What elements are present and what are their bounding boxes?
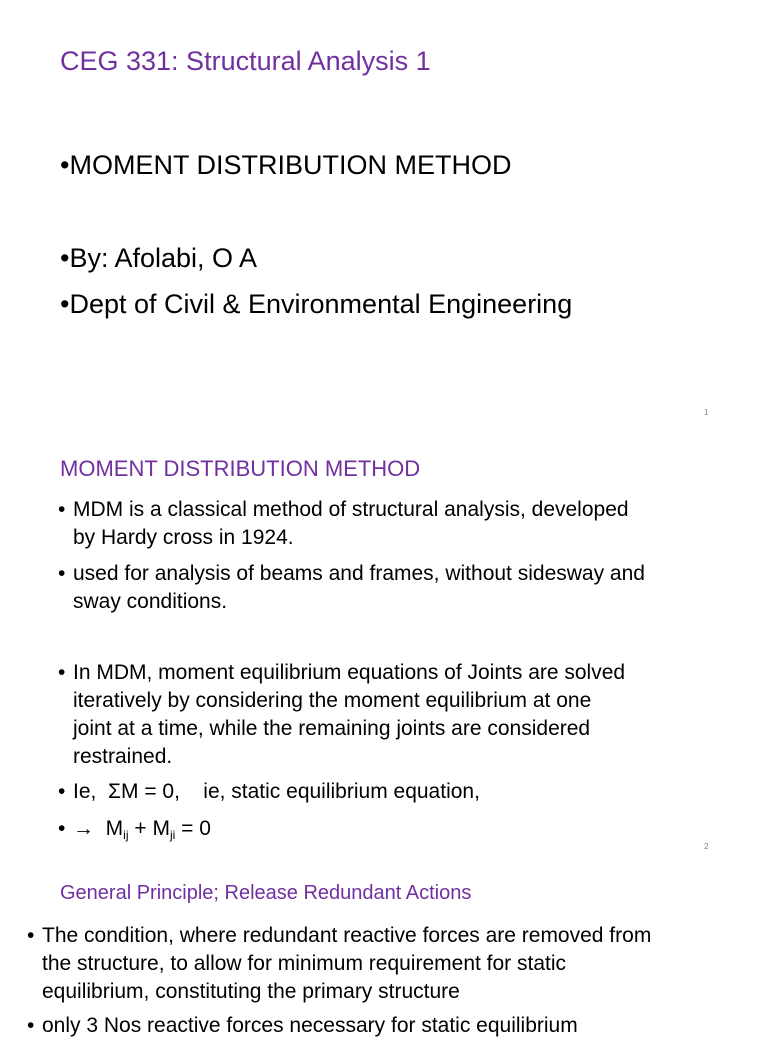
bullet-icon: • (58, 562, 66, 585)
bullet-icon: • (27, 924, 35, 947)
author-text: By: Afolabi, O A (69, 243, 258, 273)
bullet-icon: • (60, 243, 70, 273)
title-bullet-author (60, 243, 257, 274)
bullet-item (27, 922, 747, 1006)
bullet-line: Ie, ΣM = 0, ie, static equilibrium equation, (73, 780, 480, 803)
page-number: 1 (704, 408, 709, 417)
slide-title: General Principle; Release Redundant Actions (60, 882, 472, 904)
bullet-icon: • (58, 498, 66, 521)
bullet-line: iteratively by considering the moment equilibrium at one (73, 689, 592, 712)
bullet-icon: • (58, 780, 66, 803)
bullet-line: used for analysis of beams and frames, without sidesway and (73, 562, 645, 585)
page-number: 2 (704, 842, 709, 851)
bullet-item (58, 659, 738, 771)
bullet-line: joint at a time, while the remaining joints are considered (73, 717, 591, 740)
bullet-line: The condition, where redundant reactive forces are removed from (42, 924, 652, 947)
slide-title: MOMENT DISTRIBUTION METHOD (60, 456, 421, 481)
bullet-line: the structure, to allow for minimum requirement for static (42, 952, 567, 975)
bullet-line: In MDM, moment equilibrium equations of Joints are solved (73, 661, 626, 684)
bullet-item (58, 560, 738, 616)
bullet-line: restrained. (73, 745, 173, 768)
bullet-icon: • (27, 1014, 35, 1037)
bullet-icon: • (58, 817, 66, 840)
bullet-icon: • (60, 289, 70, 319)
bullet-line: sway conditions. (73, 590, 228, 613)
course-title: CEG 331: Structural Analysis 1 (60, 46, 431, 76)
topic-text: MOMENT DISTRIBUTION METHOD (69, 150, 512, 180)
equation-bullet (58, 815, 738, 849)
bullet-line: only 3 Nos reactive forces necessary for static equilibrium (42, 1014, 578, 1037)
bullet-icon: • (58, 661, 66, 684)
equation: → $M_{ij} + M_{ji} = 0$ (73, 817, 211, 842)
arrow-icon: → (73, 817, 94, 840)
title-bullet-dept (60, 289, 572, 320)
bullet-line: MDM is a classical method of structural analysis, developed (73, 498, 629, 521)
title-bullet-topic (60, 150, 511, 181)
bullet-item (27, 1012, 747, 1040)
bullet-icon: • (60, 150, 70, 180)
dept-text: Dept of Civil & Environmental Engineering (69, 289, 573, 319)
bullet-line: equilibrium, constituting the primary structure (42, 980, 460, 1003)
bullet-item (58, 496, 738, 552)
bullet-line: by Hardy cross in 1924. (73, 526, 294, 549)
bullet-item (58, 778, 738, 806)
